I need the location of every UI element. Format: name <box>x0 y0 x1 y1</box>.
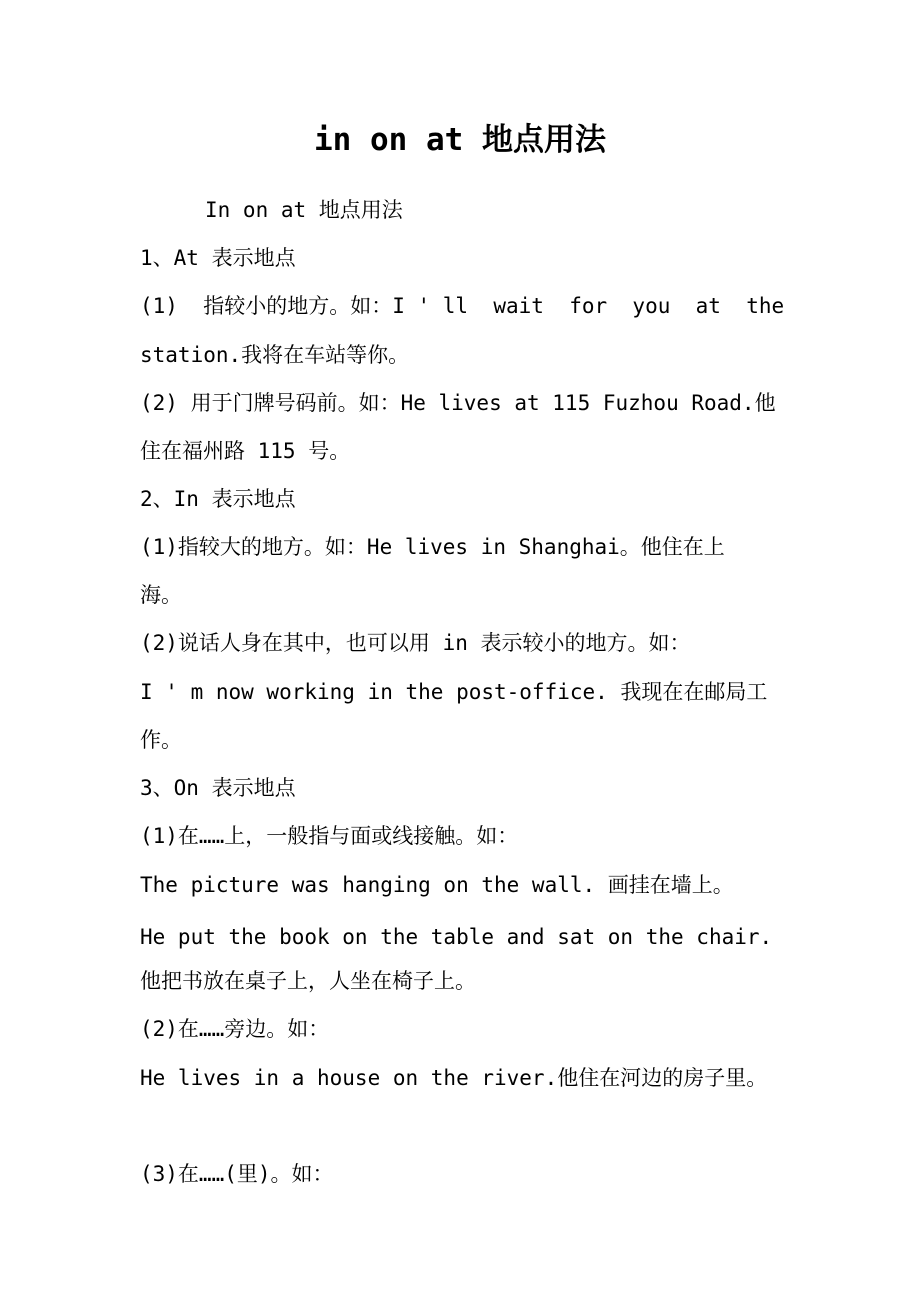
text-line: I ' m now working in the post-office. 我现在在邮局工 <box>140 680 768 704</box>
section-heading-in: 2、In 表示地点 <box>140 487 296 511</box>
text-line: 海。 <box>140 583 182 607</box>
text-line: (1) 指较小的地方。如：I ' ll wait for you at the <box>140 294 785 318</box>
section-heading-on: 3、On 表示地点 <box>140 776 296 800</box>
text-line: (1)在……上，一般指与面或线接触。如： <box>140 824 519 848</box>
text-line: 作。 <box>140 728 182 752</box>
example-line: He lives in a house on the river.他住在河边的房子里。 <box>140 1066 768 1090</box>
text-line: station.我将在车站等你。 <box>140 343 410 367</box>
text-line: (1)指较大的地方。如：He lives in Shanghai。他住在上 <box>140 535 725 559</box>
text-line: (2)在……旁边。如： <box>140 1017 330 1041</box>
text-line: (2) 用于门牌号码前。如：He lives at 115 Fuzhou Road.他 <box>140 391 776 415</box>
document-title: in on at 地点用法 <box>314 122 606 158</box>
example-line: 他把书放在桌子上，人坐在椅子上。 <box>140 969 476 993</box>
example-line: He put the book on the table and sat on the chair. <box>140 925 773 949</box>
section-heading-at: 1、At 表示地点 <box>140 246 296 270</box>
text-line: (3)在……(里)。如： <box>140 1162 334 1186</box>
subtitle-line: In on at 地点用法 <box>205 198 403 222</box>
example-line: The picture was hanging on the wall. 画挂在墙上。 <box>140 873 734 897</box>
text-line: (2)说话人身在其中，也可以用 in 表示较小的地方。如： <box>140 631 691 655</box>
text-line: 住在福州路 115 号。 <box>140 439 351 463</box>
